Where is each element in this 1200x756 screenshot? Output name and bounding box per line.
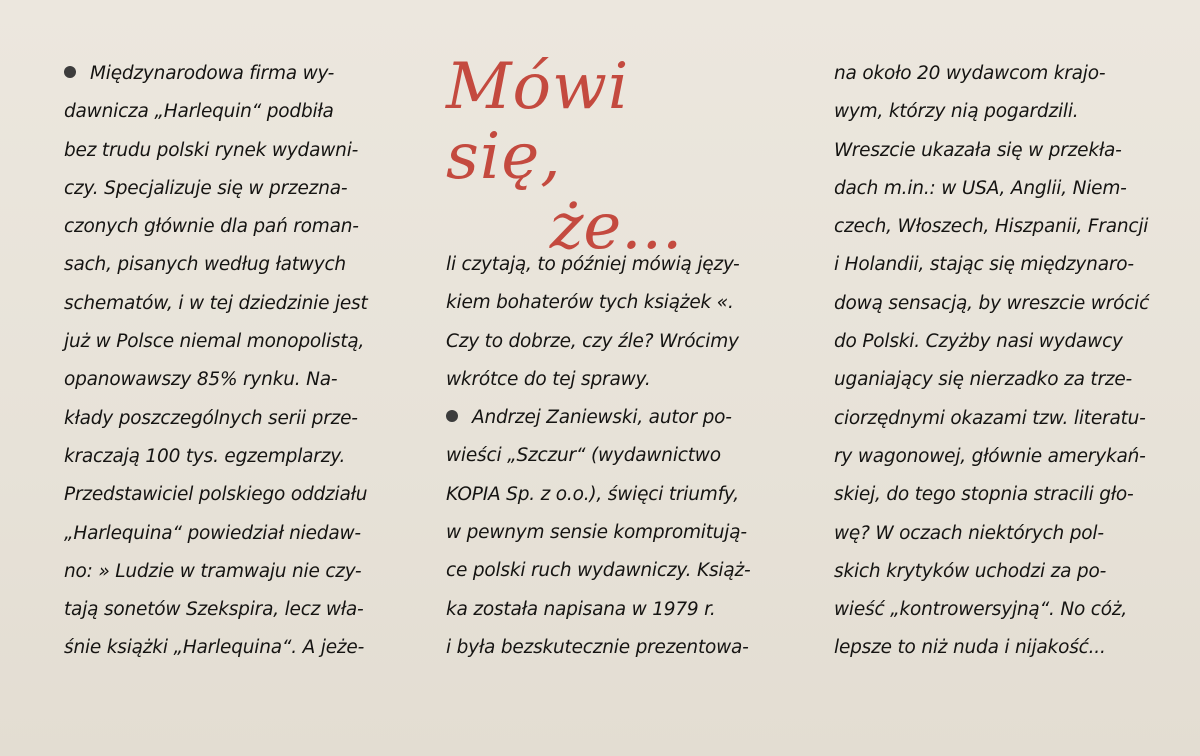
text-line: wieści „Szczur“ (wydawnictwo xyxy=(446,445,721,467)
text-line: Przedstawiciel polskiego oddziału xyxy=(64,484,368,506)
text-line: czech, Włoszech, Hiszpanii, Francji xyxy=(834,216,1149,238)
text-line: ce polski ruch wydawniczy. Książ- xyxy=(446,560,751,582)
text-line: dach m.in.: w USA, Anglii, Niem- xyxy=(834,177,1127,199)
text-line: Wreszcie ukazała się w przekła- xyxy=(834,139,1122,161)
text-line: dawnicza „Harlequin“ podbiła xyxy=(64,101,334,123)
text-line: li czytają, to później mówią języ- xyxy=(446,254,740,275)
text-line: tają sonetów Szekspira, lecz wła- xyxy=(64,599,364,621)
text-line: Czy to dobrze, czy źle? Wrócimy xyxy=(446,330,739,352)
text-line: kraczają 100 tys. egzemplarzy. xyxy=(64,445,346,467)
text-line: opanowawszy 85% rynku. Na- xyxy=(64,369,338,391)
headline-line-1: Mówi się, xyxy=(446,50,630,194)
text-line: KOPIA Sp. z o.o.), święci triumfy, xyxy=(446,483,739,505)
text-line: Międzynarodowa firma wy- xyxy=(64,55,364,93)
text-line: i była bezskutecznie prezentowa- xyxy=(446,636,749,658)
text-line: no: » Ludzie w tramwaju nie czy- xyxy=(64,560,362,582)
text-line: czonych głównie dla pań roman- xyxy=(64,216,359,238)
text-line: Andrzej Zaniewski, autor po- xyxy=(446,399,746,437)
headline xyxy=(446,52,766,262)
text-line: dową sensacją, by wreszcie wrócić xyxy=(834,292,1150,314)
text-line: kiem bohaterów tych książek «. xyxy=(446,292,734,314)
text-line: czy. Specjalizuje się w przezna- xyxy=(64,177,348,199)
text-line: sach, pisanych według łatwych xyxy=(64,254,346,276)
text-line: do Polski. Czyżby nasi wydawcy xyxy=(834,331,1123,353)
text-line: i Holandii, stając się międzynaro- xyxy=(834,254,1134,276)
text-line: wym, którzy nią pogardzili. xyxy=(834,101,1079,123)
text-line: ry wagonowej, głównie amerykań- xyxy=(834,445,1146,467)
text-line: skiej, do tego stopnia stracili gło- xyxy=(834,484,1134,506)
text-line: w pewnym sensie kompromitują- xyxy=(446,522,747,544)
text-line: wę? W oczach niektórych pol- xyxy=(834,522,1104,544)
text-line: wkrótce do tej sprawy. xyxy=(446,368,651,390)
text-line: ciorzędnymi okazami tzw. literatu- xyxy=(834,407,1146,429)
text-line: bez trudu polski rynek wydawni- xyxy=(64,139,359,161)
text-line: wieść „kontrowersyjną“. No cóż, xyxy=(834,599,1128,621)
column-1 xyxy=(64,55,368,668)
text-line: „Harlequina“ powiedział niedaw- xyxy=(64,522,361,544)
bullet-icon xyxy=(446,410,458,422)
text-line: na około 20 wydawcom krajo- xyxy=(834,63,1106,84)
text-line: uganiający się nierzadko za trze- xyxy=(834,369,1133,391)
text-line: skich krytyków uchodzi za po- xyxy=(834,560,1107,582)
column-3 xyxy=(834,55,1154,668)
text-line: śnie książki „Harlequina“. A jeże- xyxy=(64,637,365,659)
headline-line-2: że... xyxy=(549,190,683,264)
text-line: kłady poszczególnych serii prze- xyxy=(64,407,358,429)
text-line: już w Polsce niemal monopolistą, xyxy=(64,331,365,353)
text-line: ka została napisana w 1979 r. xyxy=(446,598,716,620)
text-line: lepsze to niż nuda i nijakość... xyxy=(834,637,1106,659)
bullet-icon xyxy=(64,66,76,78)
text-line: schematów, i w tej dziedzinie jest xyxy=(64,292,368,314)
